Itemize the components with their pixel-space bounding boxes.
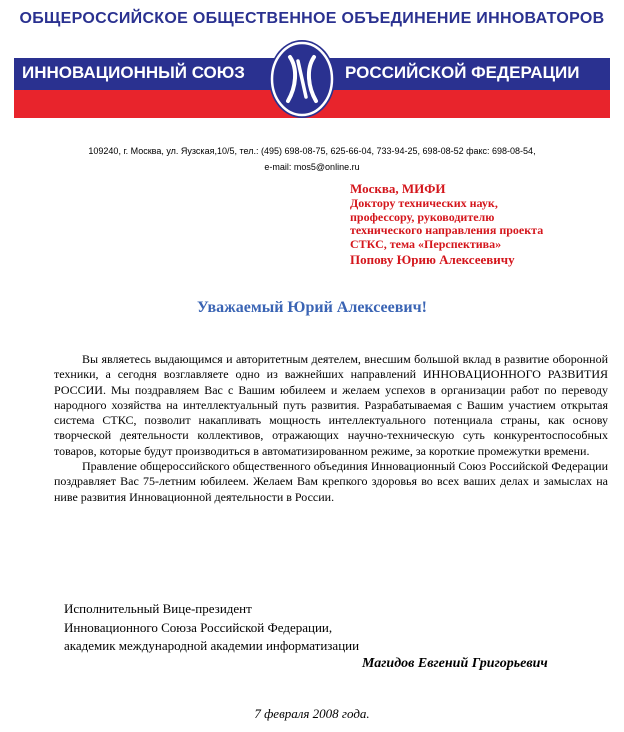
email-line: e-mail: mos5@online.ru <box>264 162 360 172</box>
band-text-left: ИННОВАЦИОННЫЙ СОЮЗ <box>22 63 245 82</box>
recipient-line: СТКС, тема «Перспектива» <box>350 236 502 251</box>
greeting: Уважаемый Юрий Алексеевич! <box>197 299 427 316</box>
address-line: 109240, г. Москва, ул. Яузская,10/5, тел.: (495) 698-08-75, 625-66-04, 733-94-25, 698-08-52 факс: 698-08-54, <box>88 146 536 156</box>
recipient-line: профессору, руководителю <box>350 209 495 224</box>
recipient-line: Москва, МИФИ <box>350 181 446 196</box>
signature-block <box>64 600 624 656</box>
signature-title: академик международной академии информатизации <box>64 638 360 653</box>
union-logo-icon <box>268 39 336 119</box>
recipient-line: Доктору технических наук, <box>350 196 498 210</box>
signatory-name: Магидов Евгений Григорьевич <box>362 656 548 671</box>
recipient-block <box>350 180 615 268</box>
organization-title: ОБЩЕРОССИЙСКОЕ ОБЩЕСТВЕННОЕ ОБЪЕДИНЕНИЕ ИННОВАТОРОВ <box>19 10 605 27</box>
signature-title: Инновационного Союза Российской Федерации, <box>64 619 333 635</box>
recipient-name: Попову Юрию Алексеевичу <box>350 252 515 267</box>
letter-date: 7 февраля 2008 года. <box>254 706 370 721</box>
contact-address <box>14 143 610 175</box>
recipient-line: технического направления проекта <box>350 223 544 237</box>
band-text-right: РОССИЙСКОЙ ФЕДЕРАЦИИ <box>345 63 580 82</box>
signature-title: Исполнительный Вице-президент <box>64 601 252 616</box>
letter-body <box>54 352 608 505</box>
body-paragraph: Правление общероссийского общественного объединия Инновационный Союз Российской Федерации поздравляет Вас 75-летним юбилеем. Желаем Вам крепкого здоровья во всех ваших делах и замыслах на ниве развития Инновационной деятельности в России. <box>54 459 608 504</box>
body-paragraph: Вы являетесь выдающимся и авторитетным деятелем, внесшим большой вклад в развитие оборонной техники, а сегодня возглавляете одно из важнейших направлений ИННОВАЦИОННОГО РАЗВИТИЯ РОССИИ. Мы поздравляем Вас с Вашим юбилеем и желаем успехов в организации работ по переводу народного хозяйства на интеллектуальный путь развития. Разрабатываемая с Вашим участием открытая система СТКС, позволит накапливать мощность интеллектуального потенциала страны, как основу творческой деятельности коллективов, отражающих научно-техническую суть конкурентоспособных товаров, которые будут производиться в автоматизированном режиме, за короткие промежутки времени. <box>54 352 608 458</box>
